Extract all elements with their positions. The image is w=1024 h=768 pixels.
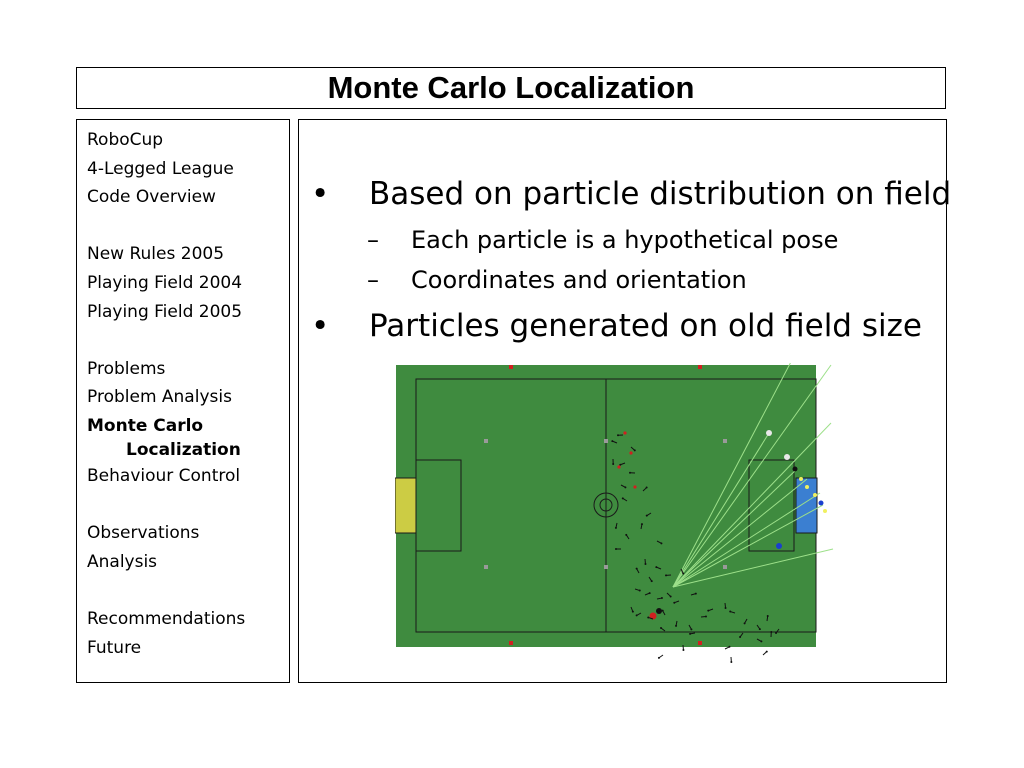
particle-head bbox=[670, 595, 672, 597]
particle-head bbox=[766, 651, 768, 653]
sidebar-item-code-overview[interactable]: Code Overview bbox=[87, 187, 216, 208]
particle-head bbox=[695, 593, 697, 595]
subbullet-mark: – bbox=[367, 266, 379, 294]
particle-head bbox=[622, 497, 624, 499]
particle-head bbox=[689, 633, 691, 635]
particle-head bbox=[658, 657, 660, 659]
particle-head bbox=[644, 563, 646, 565]
sidebar-item-monte-carlo-localization[interactable] bbox=[87, 412, 289, 462]
sidebar-spacer bbox=[87, 576, 289, 605]
particle-head bbox=[707, 610, 709, 612]
sidebar-active-line2: Localization bbox=[126, 439, 241, 460]
sidebar-item-recommendations[interactable]: Recommendations bbox=[87, 608, 246, 629]
sidebar-item-behaviour-control[interactable]: Behaviour Control bbox=[87, 465, 241, 486]
bullet-mark: • bbox=[311, 308, 330, 344]
particle-head bbox=[641, 523, 643, 525]
particle-head bbox=[615, 527, 617, 529]
title-box bbox=[76, 67, 946, 109]
particle-head bbox=[660, 542, 662, 544]
content-panel bbox=[298, 119, 952, 683]
particle-head bbox=[632, 611, 634, 613]
particle-head bbox=[760, 640, 762, 642]
sidebar-item-robocup[interactable]: RoboCup bbox=[87, 130, 164, 150]
particle-head bbox=[767, 615, 769, 617]
particle-head bbox=[625, 534, 627, 536]
particle-red bbox=[629, 451, 632, 454]
particle-head bbox=[639, 590, 641, 592]
subbullet-text: Coordinates and orientation bbox=[411, 266, 747, 294]
yellow-goal bbox=[395, 478, 416, 533]
particle-red bbox=[617, 465, 620, 468]
particle-head bbox=[682, 572, 684, 574]
sidebar-item-problem-analysis[interactable]: Problem Analysis bbox=[87, 387, 232, 408]
particle-head bbox=[615, 548, 617, 550]
particle-head bbox=[646, 515, 648, 517]
bullet-text: Based on particle distribution on field bbox=[369, 176, 952, 212]
sidebar-item-playing-field-2004[interactable]: Playing Field 2004 bbox=[87, 272, 243, 293]
sidebar-item-new-rules-2005[interactable]: New Rules 2005 bbox=[87, 244, 225, 265]
bullet-mark: • bbox=[311, 176, 330, 212]
particle-red bbox=[623, 431, 626, 434]
particle-head bbox=[744, 622, 746, 624]
particle-head bbox=[612, 463, 614, 465]
bullet-text: Particles generated on old field size bbox=[369, 308, 922, 344]
particle-head bbox=[617, 434, 619, 436]
particle-head bbox=[636, 614, 638, 616]
sidebar-item-playing-field-2005[interactable]: Playing Field 2005 bbox=[87, 301, 243, 322]
particle-red bbox=[633, 485, 636, 488]
particle-head bbox=[636, 568, 638, 570]
particle-head bbox=[660, 627, 662, 629]
particle-head bbox=[728, 646, 730, 648]
particle-head bbox=[634, 449, 636, 451]
particle-head bbox=[775, 632, 777, 634]
particle-head bbox=[730, 661, 732, 663]
particle-head bbox=[662, 610, 664, 612]
particle-head bbox=[661, 597, 663, 599]
particle-head bbox=[725, 607, 727, 609]
particle-head bbox=[682, 649, 684, 651]
particle-head bbox=[759, 628, 761, 630]
subbullet-text: Each particle is a hypothetical pose bbox=[411, 226, 839, 254]
particle-head bbox=[675, 625, 677, 627]
particle-head bbox=[729, 611, 731, 613]
particle-head bbox=[649, 592, 651, 594]
particle-head bbox=[665, 574, 667, 576]
particle-head bbox=[655, 566, 657, 568]
particle-head bbox=[690, 628, 692, 630]
particle-head bbox=[646, 487, 648, 489]
sidebar-item-observations[interactable]: Observations bbox=[87, 523, 200, 544]
particle-head bbox=[619, 464, 621, 466]
sidebar-spacer bbox=[87, 212, 289, 241]
particle-head bbox=[705, 616, 707, 618]
particle-head bbox=[611, 440, 613, 442]
sidebar-nav bbox=[76, 119, 290, 683]
particle-head bbox=[770, 631, 772, 633]
particle-head bbox=[624, 486, 626, 488]
field-diagram bbox=[395, 363, 835, 663]
sidebar-item-future[interactable]: Future bbox=[87, 637, 142, 658]
particle-head bbox=[673, 602, 675, 604]
sidebar-active-line1: Monte Carlo bbox=[87, 415, 204, 436]
particle-head bbox=[629, 472, 631, 474]
particle-head bbox=[739, 636, 741, 638]
sidebar-item-problems[interactable]: Problems bbox=[87, 358, 166, 379]
page-title: Monte Carlo Localization bbox=[327, 70, 695, 105]
sidebar-item-analysis[interactable]: Analysis bbox=[87, 551, 158, 572]
sidebar-list bbox=[87, 126, 289, 662]
subbullet-mark: – bbox=[367, 226, 379, 254]
sidebar-spacer bbox=[87, 326, 289, 355]
particle-head bbox=[651, 580, 653, 582]
sidebar-spacer bbox=[87, 491, 289, 520]
sidebar-item-4-legged-league[interactable]: 4-Legged League bbox=[87, 158, 234, 179]
particle-head bbox=[647, 616, 649, 618]
